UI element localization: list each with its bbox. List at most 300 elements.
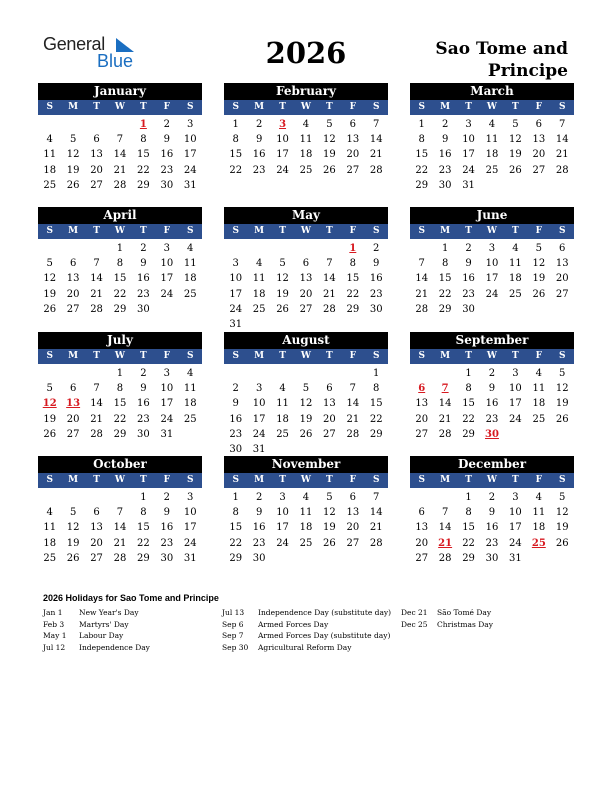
day-cell: 30	[160, 552, 174, 564]
day-cell: 29	[369, 428, 383, 440]
day-cell: 16	[438, 149, 452, 161]
weekday-label: F	[349, 351, 357, 361]
holiday-day-cell: 3	[279, 119, 287, 130]
day-cell: 27	[346, 164, 360, 176]
day-cell: 16	[137, 273, 150, 285]
day-cell: 7	[559, 119, 566, 130]
weekday-label: S	[186, 226, 194, 236]
weekday-label: W	[114, 102, 126, 112]
weekday-label: T	[326, 102, 333, 112]
day-cell: 3	[163, 243, 170, 254]
day-cell: 15	[229, 149, 243, 161]
day-cell: 4	[46, 134, 53, 146]
day-cell: 26	[323, 164, 336, 176]
month-title: April	[38, 207, 202, 224]
day-cell: 11	[299, 507, 313, 519]
day-cell: 10	[276, 134, 289, 146]
day-cell: 13	[299, 273, 313, 285]
day-cell: 3	[187, 119, 194, 130]
day-cell: 4	[488, 119, 496, 130]
month-january	[38, 83, 202, 193]
month-march	[410, 83, 574, 193]
day-cell: 18	[532, 398, 546, 410]
day-cell: 10	[276, 507, 289, 519]
day-cell: 16	[160, 149, 174, 161]
day-cell: 13	[346, 507, 360, 519]
day-cell: 2	[255, 119, 263, 130]
day-cell: 21	[113, 164, 127, 176]
holiday-name: New Year's Day	[79, 608, 139, 617]
day-cell: 13	[532, 134, 546, 146]
day-cell: 31	[183, 552, 197, 564]
day-cell: 23	[252, 537, 266, 549]
weekday-label: M	[68, 226, 79, 236]
day-cell: 5	[69, 507, 77, 519]
day-cell: 20	[90, 164, 103, 176]
empty-day-cell	[341, 366, 364, 381]
holiday-date: Dec 25	[401, 619, 428, 629]
day-cell: 12	[66, 149, 80, 161]
day-cell: 11	[532, 383, 546, 395]
day-cell: 20	[90, 537, 103, 549]
day-cell: 20	[415, 413, 429, 425]
day-cell: 22	[137, 164, 150, 176]
holiday-name: Christmas Day	[437, 619, 493, 629]
day-cell: 3	[187, 492, 194, 503]
day-cell: 17	[252, 413, 266, 425]
day-cell: 14	[346, 398, 360, 410]
day-cell: 16	[252, 522, 266, 534]
day-cell: 2	[163, 119, 170, 130]
weekday-header	[410, 224, 574, 239]
empty-day-cell	[271, 241, 294, 256]
day-cell: 6	[93, 134, 100, 146]
weekday-label: S	[232, 102, 239, 112]
day-cell: 9	[163, 134, 170, 146]
empty-day-cell	[224, 241, 247, 256]
day-cell: 1	[116, 368, 124, 379]
day-cell: 26	[66, 552, 80, 564]
day-cell: 26	[323, 537, 336, 549]
day-cell: 18	[299, 149, 313, 161]
day-cell: 29	[113, 303, 127, 315]
holiday-name: Agricultural Reform Day	[258, 642, 352, 652]
month-title: November	[224, 456, 388, 473]
weekday-label: T	[140, 475, 147, 485]
day-cell: 8	[441, 258, 449, 270]
day-cell: 28	[555, 164, 569, 176]
day-cell: 22	[462, 413, 475, 425]
holiday-date: Jul 12	[43, 642, 66, 652]
day-cell: 5	[69, 134, 77, 146]
weekday-label: S	[418, 102, 425, 112]
day-cell: 25	[276, 428, 289, 440]
weekday-label: S	[46, 351, 53, 361]
day-cell: 22	[346, 288, 360, 300]
day-cell: 1	[418, 119, 425, 130]
day-cell: 22	[438, 288, 452, 300]
day-cell: 9	[232, 398, 239, 410]
day-cell: 10	[509, 383, 522, 395]
day-cell: 11	[276, 398, 289, 410]
weekday-label: T	[512, 102, 519, 112]
weekday-header	[38, 473, 202, 488]
holiday-entry	[43, 607, 150, 619]
weekday-label: M	[68, 351, 79, 361]
day-cell: 1	[465, 368, 472, 379]
day-cell: 11	[43, 149, 57, 161]
holiday-name: Armed Forces Day (substitute day)	[258, 631, 391, 640]
day-cell: 6	[559, 243, 566, 254]
empty-day-cell	[38, 490, 61, 505]
day-cell: 3	[163, 368, 170, 379]
empty-day-cell	[294, 366, 317, 381]
holiday-name: Independence Day	[79, 642, 150, 652]
day-cell: 10	[509, 507, 522, 519]
weekday-label: T	[512, 475, 519, 485]
holiday-name: Labour Day	[79, 631, 124, 640]
day-cell: 16	[160, 522, 174, 534]
weekday-label: T	[93, 102, 100, 112]
day-cell: 9	[140, 258, 147, 270]
day-cell: 30	[229, 443, 243, 455]
day-cell: 25	[299, 164, 313, 176]
weekday-label: M	[68, 102, 79, 112]
day-cell: 27	[66, 303, 80, 315]
weekday-label: F	[349, 475, 357, 485]
day-cell: 1	[441, 243, 449, 254]
day-cell: 30	[462, 303, 475, 315]
day-cell: 28	[113, 552, 127, 564]
day-cell: 15	[113, 398, 127, 410]
empty-day-cell	[85, 366, 108, 381]
day-cell: 14	[90, 398, 103, 410]
month-title: July	[38, 332, 202, 349]
day-cell: 29	[137, 552, 150, 564]
day-cell: 27	[346, 537, 360, 549]
weekday-label: W	[114, 475, 126, 485]
day-cell: 17	[509, 522, 522, 534]
day-cell: 26	[43, 428, 57, 440]
day-cell: 11	[252, 273, 266, 285]
day-cell: 18	[183, 273, 197, 285]
day-cell: 2	[441, 119, 449, 130]
weekday-label: W	[114, 226, 126, 236]
day-cell: 19	[555, 522, 569, 534]
day-cell: 12	[43, 273, 57, 285]
day-cell: 10	[183, 134, 197, 146]
day-cell: 13	[90, 149, 103, 161]
weekday-label: T	[465, 351, 472, 361]
empty-day-cell	[38, 366, 61, 381]
day-cell: 31	[509, 552, 522, 564]
holiday-date: Sep 6	[222, 619, 244, 629]
weekday-label: M	[440, 351, 451, 361]
holiday-entry	[43, 630, 150, 642]
day-cell: 12	[276, 273, 289, 285]
country-name: Sao Tome and Principe	[435, 39, 568, 81]
day-cell: 29	[229, 552, 243, 564]
day-cell: 6	[326, 383, 333, 395]
day-cell: 19	[43, 413, 57, 425]
day-grid	[38, 490, 202, 566]
day-cell: 27	[532, 164, 546, 176]
day-cell: 14	[415, 273, 429, 285]
weekday-label: S	[186, 102, 194, 112]
weekday-header	[38, 224, 202, 239]
empty-day-cell	[224, 366, 247, 381]
day-cell: 19	[532, 273, 546, 285]
day-grid	[224, 241, 388, 332]
day-cell: 6	[535, 119, 542, 130]
weekday-label: M	[254, 102, 265, 112]
day-cell: 25	[183, 413, 197, 425]
empty-day-cell	[61, 490, 84, 505]
weekday-label: T	[326, 475, 333, 485]
day-cell: 8	[465, 383, 472, 395]
day-cell: 4	[187, 368, 194, 379]
weekday-label: S	[46, 475, 53, 485]
weekday-header	[410, 473, 574, 488]
weekday-label: W	[486, 475, 498, 485]
weekday-header	[38, 100, 202, 115]
day-cell: 25	[252, 303, 266, 315]
day-cell: 27	[90, 552, 103, 564]
day-grid	[38, 366, 202, 442]
empty-day-cell	[410, 366, 433, 381]
day-cell: 29	[438, 303, 452, 315]
empty-day-cell	[247, 366, 270, 381]
day-cell: 26	[509, 164, 522, 176]
day-cell: 24	[509, 413, 522, 425]
empty-day-cell	[108, 490, 131, 505]
day-cell: 20	[346, 149, 360, 161]
day-cell: 29	[415, 179, 429, 191]
weekday-label: S	[372, 102, 380, 112]
day-cell: 12	[555, 507, 569, 519]
day-cell: 22	[113, 413, 127, 425]
holiday-day-cell: 6	[418, 383, 426, 395]
weekday-label: S	[232, 226, 239, 236]
day-cell: 1	[140, 492, 147, 503]
day-cell: 19	[66, 537, 80, 549]
day-cell: 23	[252, 164, 266, 176]
empty-day-cell	[85, 117, 108, 132]
holiday-date: May 1	[43, 631, 67, 640]
holiday-column	[401, 607, 493, 630]
day-cell: 18	[43, 537, 57, 549]
empty-day-cell	[410, 490, 433, 505]
day-cell: 23	[369, 288, 383, 300]
month-title: February	[224, 83, 388, 100]
day-cell: 9	[373, 258, 380, 270]
day-grid	[224, 490, 388, 566]
day-cell: 14	[113, 522, 127, 534]
day-cell: 23	[485, 537, 499, 549]
day-cell: 7	[93, 258, 100, 270]
day-cell: 28	[438, 428, 452, 440]
day-cell: 4	[302, 492, 310, 503]
day-cell: 25	[485, 164, 499, 176]
day-cell: 14	[438, 522, 452, 534]
day-cell: 16	[252, 149, 266, 161]
empty-day-cell	[294, 241, 317, 256]
weekday-label: M	[68, 475, 79, 485]
day-cell: 25	[299, 537, 313, 549]
weekday-header	[224, 224, 388, 239]
day-cell: 20	[532, 149, 546, 161]
day-grid	[410, 366, 574, 442]
day-cell: 26	[555, 413, 569, 425]
day-cell: 17	[276, 522, 289, 534]
day-grid	[38, 241, 202, 317]
day-cell: 7	[326, 258, 333, 270]
day-cell: 27	[415, 428, 429, 440]
day-cell: 24	[229, 303, 243, 315]
weekday-label: S	[558, 226, 566, 236]
day-cell: 16	[485, 398, 499, 410]
weekday-label: M	[440, 226, 451, 236]
day-cell: 9	[140, 383, 147, 395]
day-cell: 24	[160, 288, 174, 300]
day-cell: 14	[369, 507, 383, 519]
holidays-title: 2026 Holidays for Sao Tome and Principe	[43, 593, 219, 603]
day-cell: 6	[302, 258, 310, 270]
day-cell: 26	[532, 288, 546, 300]
day-cell: 30	[137, 303, 150, 315]
month-december	[410, 456, 574, 566]
day-cell: 12	[66, 522, 80, 534]
day-cell: 23	[137, 413, 150, 425]
day-cell: 24	[276, 164, 289, 176]
day-cell: 19	[323, 149, 336, 161]
empty-day-cell	[85, 490, 108, 505]
day-cell: 9	[465, 258, 472, 270]
day-cell: 31	[462, 179, 475, 191]
calendar-year: 2026	[265, 36, 347, 70]
day-cell: 24	[485, 288, 499, 300]
day-cell: 8	[418, 134, 425, 146]
day-cell: 17	[509, 398, 522, 410]
day-cell: 11	[509, 258, 522, 270]
day-cell: 19	[323, 522, 336, 534]
day-cell: 28	[346, 428, 360, 440]
day-cell: 18	[252, 288, 266, 300]
weekday-header	[224, 349, 388, 364]
day-cell: 30	[438, 179, 452, 191]
weekday-label: W	[486, 226, 498, 236]
weekday-label: F	[535, 351, 543, 361]
day-cell: 2	[140, 243, 147, 254]
weekday-label: T	[279, 226, 286, 236]
holiday-name: Independence Day (substitute day)	[258, 608, 392, 617]
generalblue-logo	[43, 34, 143, 70]
day-cell: 13	[323, 398, 336, 410]
day-cell: 21	[369, 149, 383, 161]
holiday-column	[43, 607, 150, 653]
holiday-entry	[222, 619, 391, 631]
day-cell: 27	[90, 179, 103, 191]
weekday-label: S	[46, 102, 53, 112]
day-cell: 19	[509, 149, 522, 161]
day-cell: 26	[555, 537, 569, 549]
weekday-label: F	[535, 226, 543, 236]
day-cell: 16	[137, 398, 150, 410]
day-cell: 3	[255, 383, 263, 395]
day-cell: 5	[46, 258, 53, 270]
day-cell: 5	[46, 383, 53, 395]
holiday-date: Sep 7	[222, 631, 244, 640]
day-cell: 15	[415, 149, 429, 161]
day-cell: 17	[183, 522, 197, 534]
weekday-header	[410, 100, 574, 115]
empty-day-cell	[433, 490, 456, 505]
day-cell: 19	[66, 164, 80, 176]
holiday-date: Dec 21	[401, 608, 428, 617]
weekday-label: T	[140, 226, 147, 236]
day-cell: 7	[116, 507, 124, 519]
month-title: October	[38, 456, 202, 473]
month-november	[224, 456, 388, 566]
weekday-label: F	[163, 351, 171, 361]
holiday-entry	[43, 619, 150, 631]
day-cell: 8	[232, 134, 239, 146]
holiday-day-cell: 7	[441, 383, 449, 395]
day-cell: 26	[299, 428, 313, 440]
weekday-label: T	[326, 226, 333, 236]
day-cell: 9	[488, 507, 496, 519]
day-cell: 28	[113, 179, 127, 191]
day-cell: 13	[90, 522, 103, 534]
day-cell: 4	[187, 243, 194, 254]
day-cell: 6	[349, 492, 356, 503]
day-cell: 18	[509, 273, 522, 285]
logo-text-blue: Blue	[97, 51, 134, 71]
weekday-label: F	[535, 475, 543, 485]
weekday-label: F	[163, 475, 171, 485]
day-grid	[224, 117, 388, 178]
holiday-day-cell: 30	[485, 428, 499, 440]
day-cell: 15	[462, 522, 475, 534]
day-cell: 21	[323, 288, 336, 300]
day-cell: 5	[326, 492, 333, 503]
month-june	[410, 207, 574, 317]
day-cell: 6	[69, 258, 77, 270]
day-cell: 14	[90, 273, 103, 285]
day-cell: 5	[302, 383, 310, 395]
day-cell: 27	[555, 288, 569, 300]
day-cell: 2	[163, 492, 170, 503]
weekday-label: F	[163, 102, 171, 112]
day-cell: 2	[373, 243, 380, 254]
day-cell: 5	[559, 368, 566, 379]
day-cell: 12	[509, 134, 522, 146]
day-cell: 19	[43, 288, 57, 300]
day-cell: 30	[252, 552, 266, 564]
day-cell: 21	[113, 537, 127, 549]
day-cell: 3	[512, 492, 519, 503]
day-cell: 19	[276, 288, 289, 300]
empty-day-cell	[38, 117, 61, 132]
day-cell: 4	[255, 258, 263, 270]
day-cell: 28	[369, 537, 383, 549]
day-cell: 28	[415, 303, 429, 315]
day-cell: 28	[438, 552, 452, 564]
day-cell: 2	[232, 383, 239, 395]
holiday-column	[222, 607, 391, 653]
day-cell: 16	[462, 273, 475, 285]
day-cell: 31	[252, 443, 266, 455]
